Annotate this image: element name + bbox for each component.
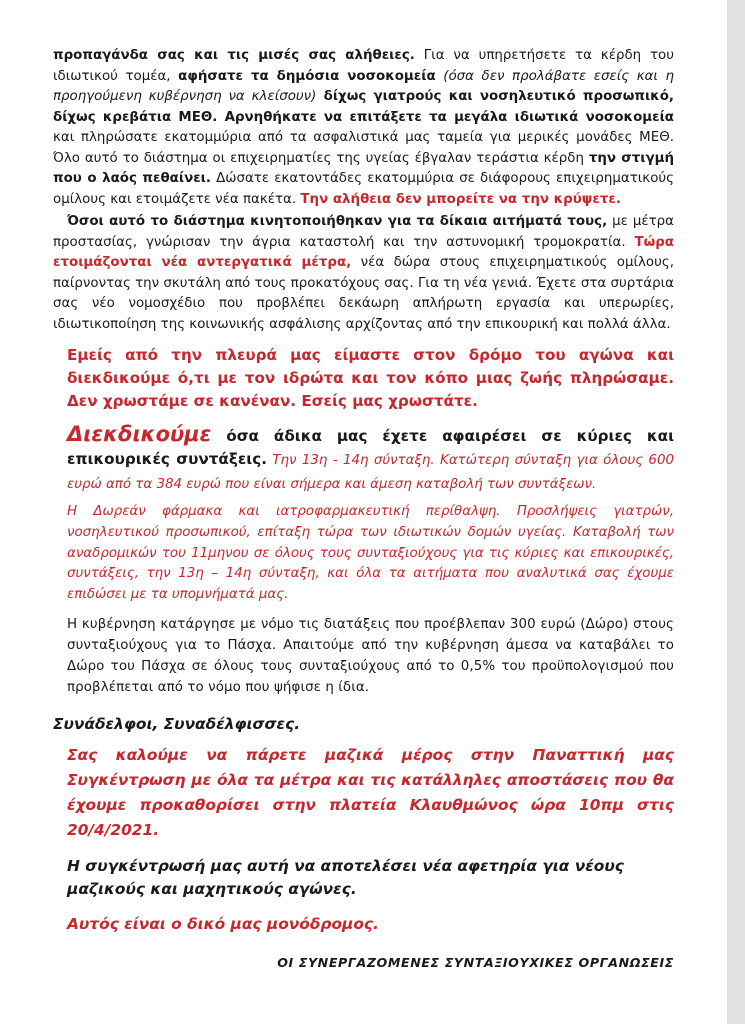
paragraph-rally-call: Σας καλούμε να πάρετε μαζικά μέρος στην Παναττική μας Συγκέντρωση με όλα τα μέτρα και τις κατάλληλες αποστάσεις που θα έχουμε προκαθορίσει στην πλατεία Κλαυθμώνος ώρα 10πμ στις 20/4/2021. xyxy=(67,745,674,839)
text-insurance-funds: και πληρώσατε εκατομμύρια από τα ασφαλιστικά μας ταμεία για μερικές μονάδες ΜΕΘ. Όλο αυτό το διάστημα οι επιχειρηματίες της υγείας έβγαλαν τεράστια κέρδη xyxy=(53,130,674,166)
text-police-terror: με μέτρα προστασίας, γνώρισαν την άγρια καταστολή και την αστυνομική τρομοκρατία. xyxy=(53,214,674,250)
paragraph-healthcare-demands: Η Δωρεάν φάρμακα και ιατροφαρμακευτική περίθαλψη. Προσλήψεις γιατρών, νοσηλευτικού προσωπικού, επίταξη τώρα των ιδιωτικών δομών υγείας. Καταβολή των αναδρομικών του 11μηνου σε όλους τους συνταξιούχους για τις κύριες και επικουρικές, συντάξεις, την 13η – 14η σύνταξη, και όλα τα αιτήματα που αναλυτικά σας έχουμε επιδώσει με τα υπομνήματά μας. xyxy=(67,504,674,603)
paragraph-easter-bonus: Η κυβέρνηση κατάργησε με νόμο τις διατάξεις που προέβλεπαν 300 ευρώ (Δώρο) στους συνταξιούχους για το Πάσχα. Απαιτούμε από την κυβέρνηση άμεσα να καταβάλει το Δώρο του Πάσχα σε όλους τους συνταξιούχους από το 0,5% του προϋπολογισμού που προβλέπεται από το νόμο που ψήφισε η ίδια. xyxy=(67,616,674,695)
paragraph-repression xyxy=(53,212,674,335)
text-mobilized: Όσοι αυτό το διάστημα κινητοποιήθηκαν για τα δίκαια αιτήματά τους, xyxy=(67,214,608,229)
text-government-note: (όσα δεν προλάβατε εσείς και η προηγούμενη κυβέρνηση να κλείσουν) xyxy=(53,68,674,104)
signature: ΟΙ ΣΥΝΕΡΓΑΖΟΜΕΝΕΣ ΣΥΝΤΑΞΙΟΥΧΙΚΕΣ ΟΡΓΑΝΩΣΕΙΣ xyxy=(277,954,674,970)
paragraph-health-policy xyxy=(53,46,674,210)
text-icu-shortage: δίχως γιατρούς και νοσηλευτικό προσωπικό, δίχως κρεβάτια ΜΕΘ. Αρνηθήκατε να επιτάξετε τα μεγάλα ιδιωτικά νοσοκομεία xyxy=(53,89,674,125)
text-public-hospitals: αφήσατε τα δημόσια νοσοκομεία xyxy=(178,68,436,84)
text-new-bill: νέα δώρα στους επιχειρηματικούς ομίλους, παίρνοντας την σκυτάλη από τους προκατόχους σας. Για τη νέα γενιά. Έχετε στα συρτάρια σας νέο νομοσχέδιο που προβλέπει δεκάωρη απλήρωτη εργασία και υπερωρίες, ιδιωτικοποίηση της κοινωνικής ασφάλισης αρχίζοντας από την επικουρική και πολλά άλλα. xyxy=(53,255,674,332)
text-truth-hidden: Την αλήθεια δεν μπορείτε να την κρύψετε. xyxy=(300,191,621,207)
text-minimum-pension: Την 13η - 14η σύνταξη. Κατώτερη σύνταξη για όλους 600 ευρώ από τα 384 ευρώ που είναι σήμερα και άμεση καταβολή των συντάξεων. xyxy=(67,453,674,492)
text-pension-cuts: όσα άδικα μας έχετε αφαιρέσει σε κύριες και επικουρικές συντάξεις. xyxy=(67,427,674,468)
paragraph-struggle: Εμείς από την πλευρά μας είμαστε στον δρόμο του αγώνα και διεκδικούμε ό,τι με τον ιδρώτα και τον κόπο μιας ζωής πληρώσαμε. Δεν χρωστάμε σε κανέναν. Εσείς μας χρωστάτε. xyxy=(67,346,674,410)
paragraph-demands xyxy=(53,423,674,496)
text-propaganda: προπαγάνδα σας και τις μισές σας αλήθειες. xyxy=(53,48,415,63)
text-people-dying: την στιγμή που ο λαός πεθαίνει. xyxy=(53,150,675,186)
paragraph-one-way: Αυτός είναι ο δικό μας μονόδρομος. xyxy=(67,914,379,933)
text-private-sector: Για να υπηρετήσετε τα κέρδη του ιδιωτικού τομέα, xyxy=(53,48,674,84)
salutation: Συνάδελφοι, Συναδέλφισσες. xyxy=(53,714,301,733)
text-we-claim: Διεκδικούμε xyxy=(67,422,212,446)
text-new-measures: Τώρα ετοιμάζονται νέα αντεργατικά μέτρα, xyxy=(53,234,674,270)
paragraph-new-struggles: Η συγκέντρωσή μας αυτή να αποτελέσει νέα αφετηρία για νέους μαζικούς και μαχητικούς αγώνες. xyxy=(67,856,624,898)
page-edge xyxy=(727,0,745,1024)
text-business-groups: Δώσατε εκατοντάδες εκατομμύρια σε διάφορους επιχειρηματικούς ομίλους και ετοιμάζετε νέα πακέτα. xyxy=(53,171,674,207)
letter-body xyxy=(53,46,674,973)
